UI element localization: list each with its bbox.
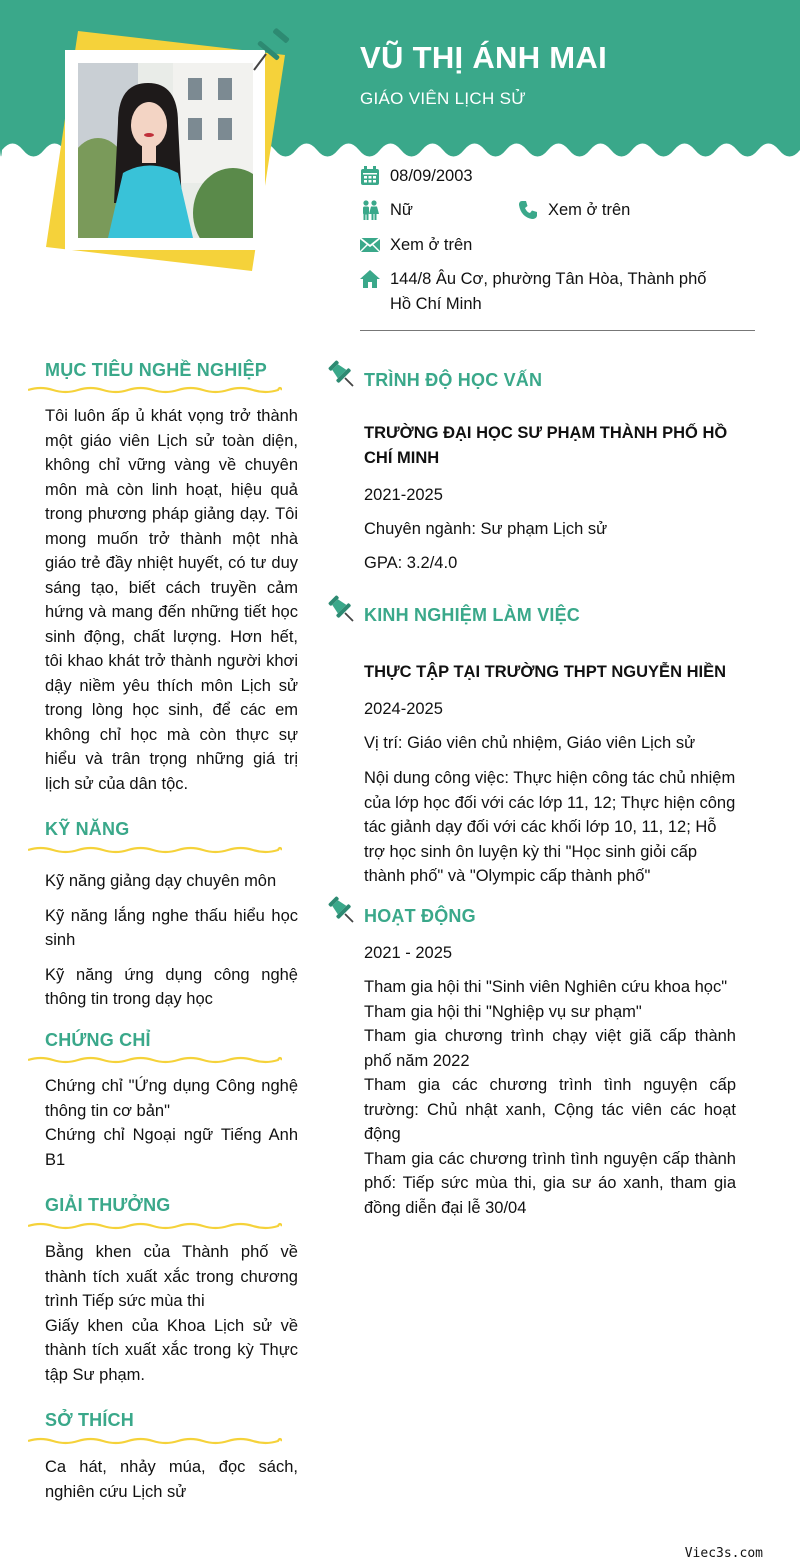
certificate-item: Chứng chỉ "Ứng dụng Công nghệ thông tin cơ bản" [45,1077,298,1120]
education-gpa: GPA: 3.2/4.0 [364,554,458,572]
divider [360,330,755,331]
school-name: TRƯỜNG ĐẠI HỌC SƯ PHẠM THÀNH PHỐ HỒ CHÍ MINH [364,424,728,467]
award-item: Giấy khen của Khoa Lịch sử về thành tích xuất xắc trong kỳ Thực tập Sư phạm. [45,1316,298,1384]
awards-list [45,1240,298,1387]
certificate-item: Chứng chỉ Ngoại ngữ Tiếng Anh B1 [45,1126,298,1169]
calendar-icon [360,166,380,186]
activities-heading: HOẠT ĐỘNG [364,906,476,926]
skill-item: Kỹ năng lắng nghe thấu hiểu học sinh [45,906,298,949]
address-value: 144/8 Âu Cơ, phường Tân Hòa, Thành phố Hồ Chí Minh [390,270,707,313]
award-item: Bằng khen của Thành phố về thành tích xuất xắc trong chương trình Tiếp sức mùa thi [45,1243,298,1310]
skill-item: Kỹ năng giảng dạy chuyên môn [45,872,277,890]
email-value: Xem ở trên [390,236,473,254]
experience-heading: KINH NGHIỆM LÀM VIỆC [364,605,581,625]
gender-icon [360,200,380,220]
birthday-value: 08/09/2003 [390,167,473,185]
activity-item: Tham gia hội thi "Nghiệp vụ sư phạm" [364,1002,642,1021]
skill-item: Kỹ năng ứng dụng công nghệ thông tin trong dạy học [45,965,298,1008]
pushpin-icon [328,360,356,388]
company-name: THỰC TẬP TẠI TRƯỜNG THPT NGUYỄN HIỀN [364,663,726,681]
experience-position: Vị trí: Giáo viên chủ nhiệm, Giáo viên Lịch sử [364,734,696,752]
activity-item: Tham gia hội thi "Sinh viên Nghiên cứu khoa học" [364,978,728,996]
phone-icon [518,200,538,220]
pushpin-icon [328,595,356,623]
certificates-heading: CHỨNG CHỈ [45,1030,151,1050]
birthday-row [360,164,473,189]
avatar [78,63,253,238]
candidate-name: VŨ THỊ ÁNH MAI [360,40,608,75]
objective-text: Tôi luôn ấp ủ khát vọng trở thành một giáo viên Lịch sử toàn diện, không chỉ vững vàng về chuyên môn mà còn linh hoạt, hiệu quả trong phương pháp giảng dạy. Tôi mong muốn trở thành một nhà giáo trẻ đầy nhiệt huyết, có tư duy sáng tạo, biết cách truyền cảm hứng và mang đến những tiết học sinh động, chất lượng. Hơn hết, tôi khao khát trở thành người khơi dậy niềm yêu thích môn Lịch sử trong lòng học sinh, để các em không chỉ học mà còn thực sự hiểu và trân trọng những giá trị lịch sử của dân tộc. [45,407,298,793]
hobbies-text: Ca hát, nhảy múa, đọc sách, nghiên cứu Lịch sử [45,1458,298,1501]
watermark: Viec3s.com [684,1546,763,1561]
experience-period: 2024-2025 [364,700,443,718]
education-period: 2021-2025 [364,486,443,504]
activity-item: Tham gia chương trình chạy việt giã cấp thành phố năm 2022 [364,1027,736,1070]
wave-divider [28,1435,282,1447]
job-title: GIÁO VIÊN LỊCH SỬ [360,89,527,108]
wave-divider [28,384,282,396]
activities-list [364,975,736,1220]
awards-heading: GIẢI THƯỞNG [45,1195,171,1215]
pushpin-icon [328,896,356,924]
home-icon [360,269,380,289]
envelope-icon [360,235,380,255]
education-heading: TRÌNH ĐỘ HỌC VẤN [364,370,543,390]
activities-period: 2021 - 2025 [364,944,453,962]
pushpin-icon [248,24,292,72]
wave-divider [28,844,282,856]
activity-item: Tham gia các chương trình tình nguyện cấp trường: Chủ nhật xanh, Cộng tác viên các hoạt động [364,1076,736,1143]
experience-description: Nội dung công việc: Thực hiện công tác chủ nhiệm của lớp học đối với các lớp 11, 12; Thực hiện công tác giảnh dạy đối với các khối lớp 10, 11, 12; Hỗ trợ học sinh ôn luyện kỳ thi "Học sinh giỏi cấp thành phố" và "Olympic cấp thành phố" [364,769,736,885]
activity-item: Tham gia các chương trình tình nguyện cấp thành phố: Tiếp sức mùa thi, gia sư áo xanh, tham gia đồng diễn đại lễ 30/04 [364,1149,736,1217]
phone-value: Xem ở trên [548,201,631,219]
skills-heading: KỸ NĂNG [45,819,130,839]
education-major: Chuyên ngành: Sư phạm Lịch sử [364,520,608,538]
gender-value: Nữ [390,201,413,219]
hobbies-heading: SỞ THÍCH [45,1410,134,1430]
objective-heading: MỤC TIÊU NGHỀ NGHIỆP [45,360,268,380]
wave-divider [28,1054,282,1066]
address-row [360,267,720,316]
certificates-list [45,1074,298,1172]
email-row [360,233,472,258]
skills-list [45,869,298,1012]
gender-row [360,198,413,223]
wave-divider [28,1220,282,1232]
phone-row [518,198,630,223]
